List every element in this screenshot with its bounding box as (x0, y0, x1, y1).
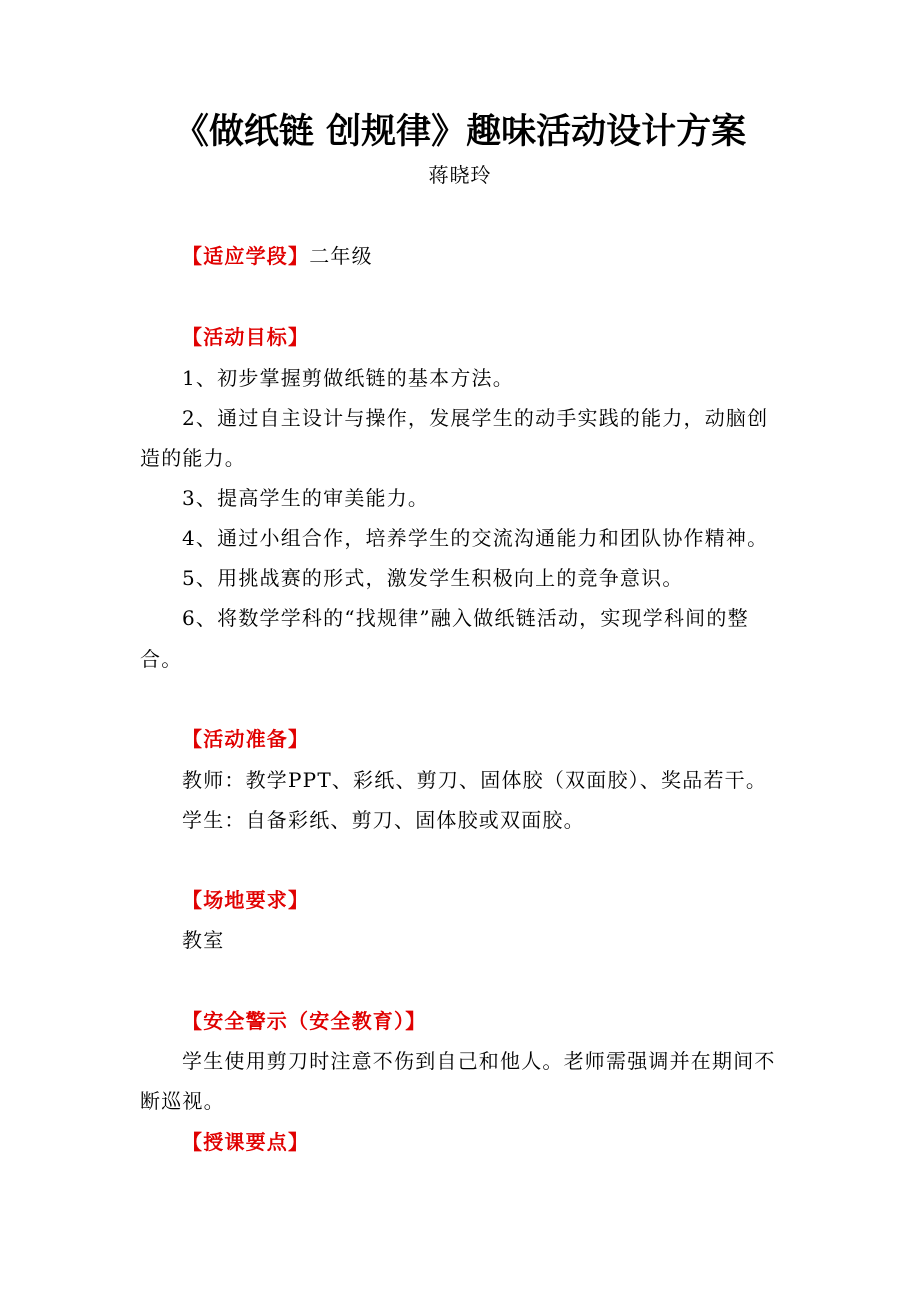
grade-section (182, 242, 373, 270)
venue-value: 教室 (182, 928, 225, 952)
keypoints-heading: 【授课要点】 (182, 1130, 310, 1154)
goal-item: 合。 (140, 647, 183, 671)
grade-value: 二年级 (309, 244, 373, 268)
grade-heading: 【适应学段】 (182, 244, 310, 268)
safety-line-1: 学生使用剪刀时注意不伤到自己和他人。老师需强调并在期间不 (182, 1049, 776, 1073)
prep-teacher: 教师：教学PPT、彩纸、剪刀、固体胶（双面胶）、奖品若干。 (182, 768, 768, 792)
safety-heading: 【安全警示（安全教育）】 (182, 1009, 427, 1033)
venue-heading: 【场地要求】 (182, 888, 310, 912)
goals-heading: 【活动目标】 (182, 325, 310, 349)
goal-item: 3、提高学生的审美能力。 (182, 486, 430, 510)
safety-line-2: 断巡视。 (140, 1089, 225, 1113)
prep-heading: 【活动准备】 (182, 727, 310, 751)
goal-item: 4、通过小组合作，培养学生的交流沟通能力和团队协作精神。 (182, 526, 769, 550)
goal-item: 6、将数学学科的“找规律”融入做纸链活动，实现学科间的整 (182, 606, 749, 630)
goal-item: 5、用挑战赛的形式，激发学生积极向上的竞争意识。 (182, 566, 684, 590)
goal-item: 2、通过自主设计与操作，发展学生的动手实践的能力，动脑创 (182, 406, 769, 430)
document-author: 蒋晓玲 (428, 163, 492, 187)
goal-item: 1、初步掌握剪做纸链的基本方法。 (182, 366, 514, 390)
document-title: 《做纸链 创规律》趣味活动设计方案 (173, 111, 747, 152)
goal-item: 造的能力。 (140, 446, 246, 470)
prep-student: 学生：自备彩纸、剪刀、固体胶或双面胶。 (182, 808, 585, 832)
